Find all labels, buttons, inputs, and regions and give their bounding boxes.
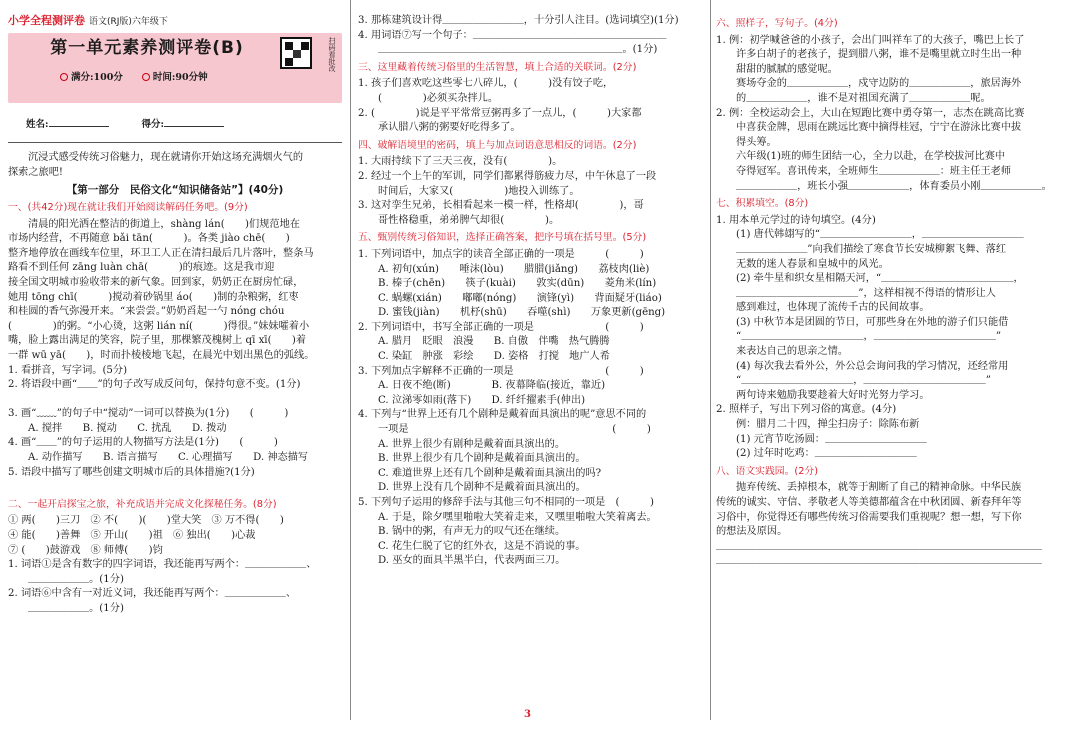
text-line: 中喜获金牌，思雨在跳远比赛中摘得桂冠，宁宁在游泳比赛中拔 bbox=[736, 122, 1022, 134]
text-line: 1. 用本单元学过的诗句填空。(4分) bbox=[716, 214, 876, 226]
text-line: (3) 中秋节本是团圆的节日，可那些身在外地的游子们只能借 bbox=[736, 316, 1009, 328]
text-line: 1. 例：初学喊爸爸的小孩子，会出门叫祥车了的大孩子，嘴巴上长了 bbox=[716, 34, 1025, 46]
text-line: ⑦ ( )鼓游戏 ⑧ 师傅( )钧 bbox=[8, 544, 163, 556]
section-heading: 八、语文实践园。(2分) bbox=[716, 465, 819, 477]
text-line: C. 泣涕零如雨(落下) D. 纤纤擢素手(伸出) bbox=[378, 394, 586, 406]
section-heading: 六、照样子，写句子。(4分) bbox=[716, 18, 838, 29]
text-line: 她用 tōng chī( )搅动着砂锅里 áo( )制的杂粮粥，红枣 bbox=[8, 291, 299, 303]
text-line: 许多白胡子的老孩子，提到腊八粥，谁不是嘴里就立时生出一种 bbox=[736, 49, 1022, 61]
qr-caption: 扫码看批改 bbox=[328, 36, 336, 72]
text-line: 夺得冠军。喜讯传来，全班师生＿＿＿＿＿＿：班主任王老师 bbox=[736, 165, 1012, 177]
page-title: 第一单元素养测评卷(B) bbox=[50, 37, 244, 58]
text-line: A. 世界上很少有剧种是戴着面具演出的。 bbox=[378, 438, 566, 450]
text-line: 1. 词语①是含有数字的四字词语，我还能再写两个：＿＿＿＿＿＿、 bbox=[8, 559, 317, 571]
qr-code-icon[interactable] bbox=[280, 37, 312, 69]
title-box bbox=[8, 33, 342, 103]
text-line: 1. 看拼音，写字词。(5分) bbox=[8, 364, 128, 376]
text-line: 甜甜的腻腻的感觉呢。 bbox=[736, 63, 838, 75]
text-line: 无数的迷人春景和皇城中的风光。 bbox=[736, 258, 889, 270]
text-line: 路看不到任何 zāng luàn chā( )的痕迹。这是我市迎 bbox=[8, 262, 275, 274]
column-divider bbox=[350, 0, 351, 720]
text-line: B. 锅中的粥，有声无力的叹气还在继续。 bbox=[378, 526, 566, 538]
text-line: B. 榛子(chēn) 筷子(kuài) 敦实(dūn) 菱角米(lín) bbox=[378, 278, 657, 290]
text-line: 2. 经过一个上午的军训，同学们都累得筋疲力尽，中午休息了一段 bbox=[358, 170, 657, 182]
text-line: ( )的粥。“小心烫，这粥 lián ní( )得很。”妹妹嚯着小 bbox=[8, 320, 310, 332]
text-line: C. 花生仁脱了它的红外衣，这是不消说的事。 bbox=[378, 540, 586, 552]
text-line: 传统的诚实、守信、孝敬老人等美德都蕴含在中秋团圆、新春拜年等 bbox=[716, 497, 1022, 508]
text-line: 得头筹。 bbox=[736, 136, 777, 148]
text-line: 4. 下列与“世界上还有几个剧种是戴着面具演出的呢”意思不同的 bbox=[358, 409, 647, 421]
brand-name: 小学全程测评卷 bbox=[8, 14, 85, 27]
section-heading: 三、这里藏着传统习俗里的生活智慧，填上合适的关联词。(2分) bbox=[358, 61, 637, 73]
text-line: A. 腊月 眨眼 浪漫 B. 自傲 伴嘴 热气腾腾 bbox=[378, 336, 610, 348]
text-line: D. 巫女的面具半黑半白，代表两面三刀。 bbox=[378, 555, 566, 567]
text-line: “＿＿＿＿＿＿＿＿＿＿＿，＿＿＿＿＿＿＿＿＿＿＿＿” bbox=[736, 375, 991, 387]
text-line bbox=[8, 480, 342, 495]
clock-icon bbox=[142, 73, 150, 81]
text-line: “＿＿＿＿＿＿＿＿＿＿＿＿，＿＿＿＿＿＿＿＿＿＿＿＿” bbox=[736, 331, 1002, 343]
text-line: 1. 孩子们喜欢吃这些零七八碎儿，( )没有饺子吃， bbox=[358, 78, 614, 90]
text-line: 承认腊八粥的粥要好吃得多了。 bbox=[378, 122, 521, 134]
text-line: 六年级(1)班的师生团结一心，全力以赴，在学校拔河比赛中 bbox=[736, 151, 1006, 163]
text-line: 的＿＿＿＿＿＿，谁不是对祖国充满了＿＿＿＿＿＿呢。 bbox=[736, 92, 991, 104]
time-limit: 时间:90分钟 bbox=[142, 72, 208, 83]
text-line: 来表达自己的思亲之情。 bbox=[736, 346, 849, 358]
column-right bbox=[716, 0, 1072, 733]
text-line: 嘴，脸上露出满足的笑容，院子里，那棵繁茂槐树上 qī xī( )着 bbox=[8, 335, 307, 347]
name-field[interactable]: 姓名: bbox=[26, 117, 109, 133]
section-heading: 二、一起开启探宝之旅，补充成语并完成文化探秘任务。(8分) bbox=[8, 498, 277, 510]
text-line: 清晨的阳光洒在整洁的街道上，shàng lán( )们规范地在 bbox=[28, 218, 300, 230]
section-heading: 一、(共42分)现在就让我们开始阅读解码任务吧。(9分) bbox=[8, 201, 248, 213]
text-line: C. 难道世界上还有几个剧种是戴着面具演出的吗? bbox=[378, 467, 602, 479]
text-line: 2. 例：全校运动会上，大山在短跑比赛中勇夺第一，志杰在跳高比赛 bbox=[716, 107, 1025, 119]
section-heading: 五、甄别传统习俗知识，选择正确答案，把序号填在括号里。(5分) bbox=[358, 232, 647, 244]
text-line: 2. ( )说是平平常常豆粥再多了一点儿，( )大家都 bbox=[358, 107, 642, 119]
text-line: ＿＿＿＿＿＿，班长小强＿＿＿＿＿＿，体育委员小刚＿＿＿＿＿＿。 bbox=[736, 180, 1052, 192]
text-line: 1. 下列词语中，加点字的读音全部正确的一项是 ( ) bbox=[358, 248, 644, 260]
text-line: A. 搅拌 B. 搅动 C. 扰乱 D. 拨动 bbox=[28, 422, 227, 434]
text-line: 3. 下列加点字解释不正确的一项是 ( ) bbox=[358, 365, 644, 377]
text-line: 探索之旅吧! bbox=[8, 166, 64, 178]
subject-label: 语文(RJ版)六年级下 bbox=[89, 17, 168, 27]
text-line: C. 蜗螺(xián) 嘟嘟(nóng) 演锋(yì) 背面疑牙(liáo) bbox=[378, 292, 662, 304]
text-line: 感到难过，也体现了流传千古的民间故事。 bbox=[736, 302, 930, 314]
text-line: (2) 牵牛星和织女星相隔天河，“＿＿＿＿＿＿＿＿＿＿＿＿＿， bbox=[736, 273, 1024, 285]
text-line: 1. 大雨持续下了三天三夜，没有( )。 bbox=[358, 156, 563, 168]
full-score: 满分:100分 bbox=[60, 72, 123, 83]
circle-icon bbox=[60, 73, 68, 81]
text-line bbox=[8, 393, 342, 408]
text-line: 和桂圆的香气弥漫开来。“来尝尝。”奶奶舀起一勺 nóng chóu bbox=[8, 306, 285, 318]
text-line: 4. 用词语⑦写一个句子：＿＿＿＿＿＿＿＿＿＿＿＿＿＿＿＿＿＿＿ bbox=[358, 29, 667, 41]
text-line: 2. 词语⑥中含有一对近义词，我还能再写两个：＿＿＿＿＿＿、 bbox=[8, 588, 297, 600]
divider bbox=[8, 142, 342, 143]
text-line: 时间后，大家又( )地投入训练了。 bbox=[378, 185, 580, 197]
text-line: D. 蜜钱(jiàn) 机杼(shū) 吞噬(shì) 万象更新(gēng) bbox=[378, 307, 666, 319]
text-line: 两句诗来勉励我要趁着大好时光努力学习。 bbox=[736, 389, 930, 401]
column-left bbox=[8, 0, 342, 733]
column-divider bbox=[710, 0, 711, 720]
text-line: 3. 这对孪生兄弟，长相看起来一模一样，性格却( )，哥 bbox=[358, 200, 644, 212]
text-line: 5. 下列句子运用的修辞手法与其他三句不相同的一项是 ( ) bbox=[358, 497, 654, 508]
text-line: C. 染缸 肿涨 彩绘 D. 姿格 打搅 地广人希 bbox=[378, 351, 610, 363]
middle-column-content bbox=[358, 14, 706, 569]
text-line: ＿＿＿＿＿＿＿＿＿＿＿＿＿＿＿＿＿＿＿＿＿＿＿＿。(1分) bbox=[378, 44, 658, 56]
text-line: A. 日夜不绝(断) B. 夜幕降临(接近，靠近) bbox=[378, 380, 606, 392]
left-column-content bbox=[8, 151, 342, 616]
part-heading: 【第一部分 民俗文化“知识储备站”】(40分) bbox=[66, 184, 284, 197]
section-heading: 四、破解语境里的密码，填上与加点词语意思相反的词语。(2分) bbox=[358, 139, 637, 151]
text-line: ＿＿＿＿＿＿。(1分) bbox=[28, 573, 124, 585]
text-line: 抛弃传统、丢掉根本，就等于割断了自己的精神命脉。中华民族 bbox=[736, 482, 1022, 494]
text-line: 例：腊月二十四，掸尘扫房子：除陈布新 bbox=[736, 419, 920, 431]
right-column-content bbox=[716, 17, 1072, 569]
text-line: 习俗中，你觉得还有哪些传统习俗需要我们重视呢？想一想，写下你 bbox=[716, 511, 1022, 523]
column-middle bbox=[358, 0, 706, 733]
text-line: ＿＿＿＿＿＿＿＿＿＿＿＿＿＿＿＿＿＿＿＿＿＿＿＿＿＿＿＿＿＿＿＿ bbox=[716, 540, 1042, 552]
text-line: (2) 过年时吃鸡：＿＿＿＿＿＿＿＿＿＿ bbox=[736, 448, 917, 460]
text-line: ＿＿＿＿＿＿＿＿＿＿＿＿”，这样相视不得语的情形让人 bbox=[736, 287, 996, 299]
name-score-bar bbox=[8, 117, 342, 133]
text-line: 沉浸式感受传统习俗魅力，现在就请你开始这场充满烟火气的 bbox=[28, 152, 304, 164]
text-line: (1) 唐代韩翃写的“＿＿＿＿＿＿＿＿＿，＿＿＿＿＿＿＿＿＿＿ bbox=[736, 229, 1024, 241]
text-line: D. 世界上没有几个剧种不是戴着面具演出的。 bbox=[378, 482, 586, 494]
text-line: 赛场夺金的＿＿＿＿＿＿，戍守边防的＿＿＿＿＿＿，旅居海外 bbox=[736, 78, 1022, 90]
text-line: 5. 语段中描写了哪些创建文明城市后的具体措施?(1分) bbox=[8, 466, 255, 478]
text-line: (1) 元宵节吃汤圆：＿＿＿＿＿＿＿＿＿＿ bbox=[736, 433, 927, 445]
text-line: A. 动作描写 B. 语言描写 C. 心理描写 D. 神态描写 bbox=[28, 452, 309, 464]
text-line: ＿＿＿＿＿＿＿”向我们描绘了寒食节长安城柳絮飞舞、落红 bbox=[736, 243, 1007, 255]
text-line: ① 两( )三刀 ② 不( )( )堂大笑 ③ 万不得( ) bbox=[8, 515, 284, 527]
page-number: 3 bbox=[524, 709, 531, 720]
text-line: ＿＿＿＿＿＿＿＿＿＿＿＿＿＿＿＿＿＿＿＿＿＿＿＿＿＿＿＿＿＿＿＿ bbox=[716, 555, 1042, 567]
text-line: 2. 将语段中画“＿＿”的句子改写成反问句，保持句意不变。(1分) bbox=[8, 379, 301, 391]
exam-meta bbox=[60, 71, 224, 86]
text-line: 3. 那栋建筑设计得＿＿＿＿＿＿＿＿，十分引人注目。(选词填空)(1分) bbox=[358, 15, 679, 26]
text-line: 一群 wū yā( )，时而扑棱棱地飞起，在晨光中划出黑色的弧线。 bbox=[8, 349, 315, 361]
text-line: ( )必须买杂拌儿。 bbox=[378, 92, 499, 104]
text-line: 2. 下列词语中，书写全部正确的一项是 ( ) bbox=[358, 321, 644, 333]
text-line: A. 于是，除夕嘿里啪啦大笑着走来，又嘿里啪啦大笑着离去。 bbox=[378, 511, 657, 523]
text-line: 一项是 ( ) bbox=[378, 424, 651, 436]
text-line: 的想法及原因。 bbox=[716, 526, 788, 538]
text-line: 整齐地停放在画线车位里，环卫工人正在清扫最后几片落叶，整条马 bbox=[8, 247, 314, 259]
text-line: A. 初旬(xún) 唾沫(lòu) 腊腊(jiǎng) 荔枝肉(liè) bbox=[378, 263, 650, 275]
text-line: (4) 每次我去看外公，外公总会询问我的学习情况，还经常用 bbox=[736, 360, 1009, 372]
brand-bar bbox=[8, 14, 342, 30]
text-line: B. 世界上很少有几个剧种是戴着面具演出的。 bbox=[378, 453, 586, 465]
text-line: 4. 画“＿＿”的句子运用的人物描写方法是(1分) ( ) bbox=[8, 437, 278, 449]
text-line: ＿＿＿＿＿＿。(1分) bbox=[28, 603, 124, 614]
section-heading: 七、积累填空。(8分) bbox=[716, 198, 809, 210]
text-line: 哥性格稳重，弟弟脾气却很( )。 bbox=[378, 214, 560, 226]
text-line: 市场内经营，不再随意 bǎi tān( )。各类 jiào chē( ) bbox=[8, 233, 290, 245]
text-line: 2. 照样子，写出下列习俗的寓意。(4分) bbox=[716, 404, 897, 416]
text-line: 3. 画“﹏﹏”的句子中“搅动”一词可以替换为(1分) ( ) bbox=[8, 408, 289, 420]
text-line: ④ 能( )善舞 ⑤ 开山( )祖 ⑥ 独出( )心裁 bbox=[8, 530, 256, 542]
text-line: 接全国文明城市验收带来的新气象。回到家，奶奶正在厨房忙碌， bbox=[8, 276, 304, 288]
score-field[interactable]: 得分: bbox=[142, 117, 225, 133]
